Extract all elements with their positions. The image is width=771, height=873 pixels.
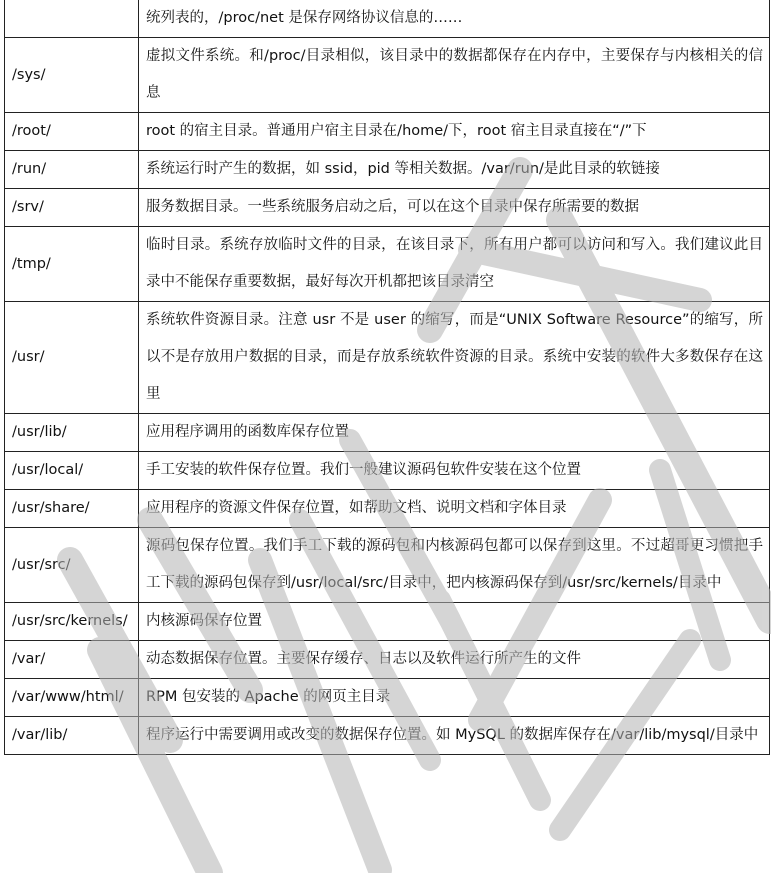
table-row	[5, 528, 770, 603]
description-cell: 源码包保存位置。我们手工下载的源码包和内核源码包都可以保存到这里。不过超哥更习惯把手工下载的源码包保存到/usr/local/src/目录中，把内核源码保存到/usr/src/kernels/目录中	[139, 528, 770, 603]
description-cell: 统列表的，/proc/net 是保存网络协议信息的……	[139, 0, 770, 38]
table-row	[5, 189, 770, 227]
description-cell: 应用程序调用的函数库保存位置	[139, 414, 770, 452]
table-row	[5, 603, 770, 641]
description-cell: 系统运行时产生的数据，如 ssid，pid 等相关数据。/var/run/是此目录的软链接	[139, 151, 770, 189]
path-cell	[5, 0, 139, 38]
path-cell: /usr/	[5, 302, 139, 414]
path-cell: /usr/src/kernels/	[5, 603, 139, 641]
path-cell: /var/	[5, 641, 139, 679]
path-cell: /srv/	[5, 189, 139, 227]
path-cell: /sys/	[5, 38, 139, 113]
table-row	[5, 227, 770, 302]
path-cell: /root/	[5, 113, 139, 151]
description-cell: RPM 包安装的 Apache 的网页主目录	[139, 679, 770, 717]
description-cell: 手工安装的软件保存位置。我们一般建议源码包软件安装在这个位置	[139, 452, 770, 490]
path-cell: /usr/local/	[5, 452, 139, 490]
table-row	[5, 151, 770, 189]
table-row	[5, 452, 770, 490]
path-cell: /tmp/	[5, 227, 139, 302]
table-row	[5, 414, 770, 452]
path-cell: /usr/share/	[5, 490, 139, 528]
description-cell: 应用程序的资源文件保存位置，如帮助文档、说明文档和字体目录	[139, 490, 770, 528]
description-cell: 临时目录。系统存放临时文件的目录，在该目录下，所有用户都可以访问和写入。我们建议此目录中不能保存重要数据，最好每次开机都把该目录清空	[139, 227, 770, 302]
path-cell: /run/	[5, 151, 139, 189]
description-cell: 系统软件资源目录。注意 usr 不是 user 的缩写，而是“UNIX Software Resource”的缩写，所以不是存放用户数据的目录，而是存放系统软件资源的目录。系统中安装的软件大多数保存在这里	[139, 302, 770, 414]
path-cell: /var/www/html/	[5, 679, 139, 717]
path-cell: /usr/lib/	[5, 414, 139, 452]
table-row	[5, 679, 770, 717]
table-row	[5, 490, 770, 528]
table-row	[5, 717, 770, 755]
directory-table-body	[5, 0, 770, 755]
directory-table	[4, 0, 770, 755]
description-cell: 程序运行中需要调用或改变的数据保存位置。如 MySQL 的数据库保存在/var/lib/mysql/目录中	[139, 717, 770, 755]
description-cell: 虚拟文件系统。和/proc/目录相似，该目录中的数据都保存在内存中，主要保存与内核相关的信息	[139, 38, 770, 113]
path-cell: /usr/src/	[5, 528, 139, 603]
table-row	[5, 0, 770, 38]
description-cell: 动态数据保存位置。主要保存缓存、日志以及软件运行所产生的文件	[139, 641, 770, 679]
description-cell: 服务数据目录。一些系统服务启动之后，可以在这个目录中保存所需要的数据	[139, 189, 770, 227]
description-cell: 内核源码保存位置	[139, 603, 770, 641]
description-cell: root 的宿主目录。普通用户宿主目录在/home/下，root 宿主目录直接在“/”下	[139, 113, 770, 151]
table-row	[5, 38, 770, 113]
table-row	[5, 641, 770, 679]
table-row	[5, 302, 770, 414]
table-row	[5, 113, 770, 151]
path-cell: /var/lib/	[5, 717, 139, 755]
